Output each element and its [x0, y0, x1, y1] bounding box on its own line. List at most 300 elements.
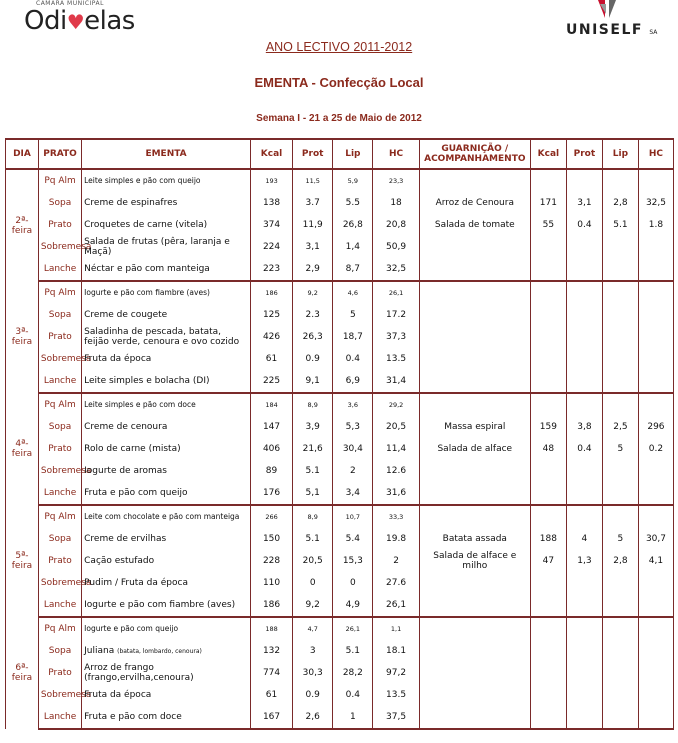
side-nutrient-kcal: 47 [530, 550, 566, 572]
side-dish [419, 460, 530, 482]
side-dish: Salada de alface e milho [419, 550, 530, 572]
dish-name [82, 281, 251, 304]
side-nutrient-prot [566, 594, 602, 617]
side-nutrient-lip: 2,5 [602, 416, 638, 438]
nutrient-kcal: 147 [250, 416, 292, 438]
course-label: Pq Alm [38, 617, 81, 640]
logo-brand-part-a: Odi [24, 6, 67, 36]
nutrient-kcal: 374 [250, 214, 292, 236]
side-dish [419, 617, 530, 640]
nutrient-lip: 3,6 [333, 393, 373, 416]
side-nutrient-kcal [530, 594, 566, 617]
dish-name-text: Néctar e pão com manteiga [84, 264, 210, 274]
side-nutrient-hc [638, 281, 673, 304]
side-nutrient-prot [566, 640, 602, 662]
nutrient-lip: 0 [333, 572, 373, 594]
nutrient-kcal: 132 [250, 640, 292, 662]
col-header: DIA [6, 139, 39, 169]
side-nutrient-hc [638, 640, 673, 662]
day-name: 4ª-feira [6, 393, 39, 505]
dish-name [82, 460, 251, 482]
day-name: 3ª-feira [6, 281, 39, 393]
side-nutrient-lip [602, 370, 638, 393]
logo-brand-text [24, 6, 135, 36]
day-name: 5ª-feira [6, 505, 39, 617]
nutrient-kcal: 223 [250, 258, 292, 281]
col-header: Prot [566, 139, 602, 169]
table-row [6, 617, 674, 640]
course-label: Lanche [38, 482, 81, 505]
dish-name [82, 482, 251, 505]
nutrient-prot: 3,9 [293, 416, 333, 438]
side-nutrient-hc [638, 662, 673, 684]
nutrient-kcal: 150 [250, 528, 292, 550]
side-nutrient-lip [602, 236, 638, 258]
logo-uniself-name: UNISELF [566, 22, 643, 38]
table-row [6, 460, 674, 482]
side-nutrient-kcal [530, 236, 566, 258]
side-nutrient-hc [638, 460, 673, 482]
nutrient-prot: 5.1 [293, 528, 333, 550]
side-nutrient-prot: 0.4 [566, 438, 602, 460]
nutrient-lip: 28,2 [333, 662, 373, 684]
nutrient-hc: 31,4 [373, 370, 419, 393]
menu-body [6, 169, 674, 729]
nutrient-prot: 30,3 [293, 662, 333, 684]
side-nutrient-prot [566, 482, 602, 505]
dish-name [82, 706, 251, 729]
side-nutrient-kcal [530, 640, 566, 662]
side-nutrient-lip: 5 [602, 528, 638, 550]
side-dish [419, 326, 530, 348]
nutrient-lip: 5.4 [333, 528, 373, 550]
side-nutrient-hc [638, 304, 673, 326]
table-row [6, 416, 674, 438]
nutrient-prot: 9,2 [293, 281, 333, 304]
nutrient-prot: 0.9 [293, 348, 333, 370]
side-nutrient-prot [566, 236, 602, 258]
side-nutrient-lip [602, 281, 638, 304]
dish-name-text: Leite simples e pão com queijo [84, 176, 201, 185]
side-nutrient-kcal [530, 326, 566, 348]
side-nutrient-kcal [530, 370, 566, 393]
course-label: Pq Alm [38, 393, 81, 416]
side-nutrient-hc [638, 482, 673, 505]
uniself-logo [560, 0, 670, 40]
dish-name [82, 684, 251, 706]
dish-name-text: Croquetes de carne (vitela) [84, 220, 208, 230]
nutrient-prot: 0 [293, 572, 333, 594]
nutrient-lip: 2 [333, 460, 373, 482]
side-nutrient-prot [566, 684, 602, 706]
side-nutrient-kcal [530, 572, 566, 594]
table-row [6, 393, 674, 416]
side-nutrient-hc [638, 505, 673, 528]
side-dish [419, 393, 530, 416]
nutrient-kcal: 110 [250, 572, 292, 594]
side-nutrient-hc [638, 258, 673, 281]
side-nutrient-kcal [530, 304, 566, 326]
side-nutrient-lip [602, 572, 638, 594]
table-row [6, 572, 674, 594]
side-nutrient-hc [638, 370, 673, 393]
nutrient-lip: 30,4 [333, 438, 373, 460]
dish-name-text: Leite com chocolate e pão com manteiga [84, 512, 240, 521]
col-header: Lip [333, 139, 373, 169]
table-row [6, 214, 674, 236]
course-label: Sobremesa [38, 236, 81, 258]
side-nutrient-hc [638, 706, 673, 729]
dish-name-text: Creme de cougete [84, 310, 168, 320]
dish-name-text: Fruta e pão com queijo [84, 488, 188, 498]
nutrient-lip: 5 [333, 304, 373, 326]
dish-name-text: Creme de espinafres [84, 198, 178, 208]
nutrient-prot: 3.7 [293, 192, 333, 214]
side-nutrient-lip [602, 482, 638, 505]
nutrient-kcal: 61 [250, 348, 292, 370]
table-row [6, 192, 674, 214]
side-dish [419, 348, 530, 370]
side-nutrient-kcal: 48 [530, 438, 566, 460]
dish-name [82, 304, 251, 326]
dish-name [82, 416, 251, 438]
side-nutrient-kcal [530, 706, 566, 729]
side-dish [419, 236, 530, 258]
dish-name [82, 505, 251, 528]
nutrient-hc: 37,3 [373, 326, 419, 348]
nutrient-kcal: 193 [250, 169, 292, 192]
side-nutrient-prot [566, 706, 602, 729]
nutrient-hc: 20,8 [373, 214, 419, 236]
nutrient-hc: 26,1 [373, 281, 419, 304]
nutrient-lip: 26,1 [333, 617, 373, 640]
dish-name-text: Fruta e pão com doce [84, 712, 182, 722]
course-label: Sopa [38, 416, 81, 438]
dish-name [82, 370, 251, 393]
side-nutrient-hc [638, 236, 673, 258]
table-row [6, 528, 674, 550]
nutrient-prot: 4,7 [293, 617, 333, 640]
nutrient-hc: 19.8 [373, 528, 419, 550]
side-nutrient-hc: 4,1 [638, 550, 673, 572]
nutrient-prot: 3 [293, 640, 333, 662]
nutrient-lip: 1 [333, 706, 373, 729]
dish-name [82, 258, 251, 281]
uniself-mark-icon [592, 0, 622, 20]
side-dish [419, 505, 530, 528]
nutrient-hc: 29,2 [373, 393, 419, 416]
nutrient-kcal: 186 [250, 594, 292, 617]
odivelas-logo [22, 0, 152, 40]
table-row [6, 304, 674, 326]
table-row [6, 594, 674, 617]
course-label: Prato [38, 438, 81, 460]
nutrient-kcal: 774 [250, 662, 292, 684]
side-dish [419, 572, 530, 594]
side-nutrient-lip [602, 594, 638, 617]
side-dish [419, 684, 530, 706]
table-row [6, 348, 674, 370]
side-dish [419, 482, 530, 505]
col-header: HC [638, 139, 673, 169]
dish-name-text: Fruta da época [84, 690, 152, 700]
side-nutrient-prot [566, 662, 602, 684]
side-nutrient-lip [602, 617, 638, 640]
nutrient-kcal: 406 [250, 438, 292, 460]
week-title: Semana I - 21 a 25 de Maio de 2012 [256, 113, 422, 124]
nutrient-prot: 2,9 [293, 258, 333, 281]
nutrient-lip: 5,9 [333, 169, 373, 192]
nutrient-hc: 1,1 [373, 617, 419, 640]
side-nutrient-kcal: 188 [530, 528, 566, 550]
nutrient-kcal: 167 [250, 706, 292, 729]
menu-table [5, 138, 674, 730]
nutrient-hc: 18.1 [373, 640, 419, 662]
col-header: Prot [293, 139, 333, 169]
side-nutrient-prot [566, 572, 602, 594]
table-row [6, 550, 674, 572]
nutrient-prot: 5,1 [293, 482, 333, 505]
menu-title: EMENTA - Confecção Local [254, 75, 424, 90]
side-nutrient-lip: 2,8 [602, 192, 638, 214]
side-nutrient-prot [566, 617, 602, 640]
course-label: Sopa [38, 192, 81, 214]
nutrient-prot: 9,2 [293, 594, 333, 617]
nutrient-prot: 8,9 [293, 393, 333, 416]
nutrient-lip: 5.1 [333, 640, 373, 662]
nutrient-lip: 5,3 [333, 416, 373, 438]
nutrient-prot: 2.3 [293, 304, 333, 326]
nutrient-prot: 5.1 [293, 460, 333, 482]
course-label: Lanche [38, 258, 81, 281]
nutrient-prot: 8,9 [293, 505, 333, 528]
side-nutrient-lip [602, 662, 638, 684]
side-nutrient-prot: 4 [566, 528, 602, 550]
side-nutrient-lip [602, 348, 638, 370]
nutrient-lip: 0.4 [333, 348, 373, 370]
side-nutrient-kcal [530, 617, 566, 640]
dish-name [82, 192, 251, 214]
nutrient-hc: 27.6 [373, 572, 419, 594]
course-label: Sobremesa [38, 348, 81, 370]
nutrient-lip: 0.4 [333, 684, 373, 706]
side-nutrient-hc [638, 572, 673, 594]
nutrient-lip: 10,7 [333, 505, 373, 528]
side-nutrient-hc: 30,7 [638, 528, 673, 550]
nutrient-hc: 2 [373, 550, 419, 572]
nutrient-kcal: 125 [250, 304, 292, 326]
side-nutrient-hc: 0.2 [638, 438, 673, 460]
dish-name-text: Creme de cenoura [84, 422, 168, 432]
nutrient-lip: 3,4 [333, 482, 373, 505]
col-header: Lip [602, 139, 638, 169]
nutrient-lip: 18,7 [333, 326, 373, 348]
dish-name [82, 640, 251, 662]
dish-name-text: Iogurte de aromas [84, 466, 167, 476]
side-nutrient-prot [566, 370, 602, 393]
nutrient-kcal: 228 [250, 550, 292, 572]
side-nutrient-kcal [530, 505, 566, 528]
dish-name [82, 236, 251, 258]
course-label: Sobremesa [38, 684, 81, 706]
nutrient-kcal: 176 [250, 482, 292, 505]
nutrient-hc: 32,5 [373, 258, 419, 281]
side-dish [419, 169, 530, 192]
nutrient-kcal: 188 [250, 617, 292, 640]
nutrient-lip: 4,6 [333, 281, 373, 304]
nutrient-hc: 37,5 [373, 706, 419, 729]
col-header: EMENTA [82, 139, 251, 169]
nutrient-prot: 9,1 [293, 370, 333, 393]
nutrient-kcal: 89 [250, 460, 292, 482]
side-nutrient-hc: 1.8 [638, 214, 673, 236]
nutrient-hc: 97,2 [373, 662, 419, 684]
side-nutrient-prot [566, 281, 602, 304]
side-dish: Salada de tomate [419, 214, 530, 236]
course-label: Pq Alm [38, 169, 81, 192]
side-nutrient-prot: 3,1 [566, 192, 602, 214]
side-dish [419, 594, 530, 617]
side-nutrient-kcal: 55 [530, 214, 566, 236]
dish-name [82, 169, 251, 192]
side-nutrient-lip [602, 706, 638, 729]
table-header-row [6, 139, 674, 169]
day-name: 2ª-feira [6, 169, 39, 281]
side-nutrient-kcal: 159 [530, 416, 566, 438]
side-nutrient-kcal [530, 684, 566, 706]
side-nutrient-prot [566, 460, 602, 482]
nutrient-lip: 15,3 [333, 550, 373, 572]
nutrient-hc: 20,5 [373, 416, 419, 438]
course-label: Prato [38, 662, 81, 684]
col-header: HC [373, 139, 419, 169]
side-nutrient-lip [602, 460, 638, 482]
nutrient-hc: 23,3 [373, 169, 419, 192]
side-nutrient-hc [638, 169, 673, 192]
side-dish [419, 258, 530, 281]
nutrient-prot: 26,3 [293, 326, 333, 348]
dish-name [82, 348, 251, 370]
side-nutrient-lip [602, 326, 638, 348]
side-nutrient-prot [566, 348, 602, 370]
table-row [6, 169, 674, 192]
dish-name-text: Saladinha de pescada, batata, feijão verde, cenoura e ovo cozido [84, 327, 240, 347]
nutrient-prot: 11,5 [293, 169, 333, 192]
side-nutrient-lip [602, 505, 638, 528]
course-label: Lanche [38, 706, 81, 729]
nutrient-hc: 11,4 [373, 438, 419, 460]
nutrient-lip: 5.5 [333, 192, 373, 214]
nutrient-kcal: 426 [250, 326, 292, 348]
side-nutrient-prot: 0.4 [566, 214, 602, 236]
dish-name-text: Iogurte e pão com queijo [84, 624, 179, 633]
nutrient-hc: 31,6 [373, 482, 419, 505]
col-header: Kcal [250, 139, 292, 169]
table-row [6, 640, 674, 662]
nutrient-hc: 50,9 [373, 236, 419, 258]
dish-name-text: Leite simples e bolacha (DI) [84, 376, 210, 386]
side-nutrient-kcal [530, 348, 566, 370]
nutrient-hc: 18 [373, 192, 419, 214]
col-header: GUARNIÇÃO / ACOMPANHAMENTO [419, 139, 530, 169]
nutrient-lip: 8,7 [333, 258, 373, 281]
side-nutrient-kcal [530, 393, 566, 416]
nutrient-kcal: 138 [250, 192, 292, 214]
side-dish [419, 370, 530, 393]
side-nutrient-hc [638, 326, 673, 348]
dish-name [82, 617, 251, 640]
dish-name [82, 594, 251, 617]
dish-name-text: Creme de ervilhas [84, 534, 167, 544]
course-label: Lanche [38, 370, 81, 393]
nutrient-hc: 12.6 [373, 460, 419, 482]
side-nutrient-hc: 296 [638, 416, 673, 438]
nutrient-prot: 0.9 [293, 684, 333, 706]
side-dish: Batata assada [419, 528, 530, 550]
side-nutrient-prot [566, 258, 602, 281]
side-nutrient-hc [638, 594, 673, 617]
nutrient-prot: 21,6 [293, 438, 333, 460]
nutrient-prot: 20,5 [293, 550, 333, 572]
nutrient-lip: 1,4 [333, 236, 373, 258]
logo-brand-part-b: elas [84, 6, 135, 36]
dish-name-text: Cação estufado [84, 556, 155, 566]
side-nutrient-kcal: 171 [530, 192, 566, 214]
nutrient-kcal: 266 [250, 505, 292, 528]
side-nutrient-kcal [530, 662, 566, 684]
side-nutrient-lip: 5.1 [602, 214, 638, 236]
nutrient-hc: 13.5 [373, 684, 419, 706]
side-nutrient-prot [566, 169, 602, 192]
dish-name-text: Rolo de carne (mista) [84, 444, 181, 454]
dish-name-text: Pudim / Fruta da época [84, 578, 188, 588]
dish-name [82, 326, 251, 348]
school-year-title: ANO LECTIVO 2011-2012 [265, 40, 413, 54]
side-nutrient-kcal [530, 482, 566, 505]
course-label: Sopa [38, 528, 81, 550]
dish-detail: (batata, lombardo, cenoura) [117, 647, 202, 655]
dish-name-text: Iogurte e pão com fiambre (aves) [84, 288, 210, 297]
nutrient-kcal: 184 [250, 393, 292, 416]
table-row [6, 258, 674, 281]
dish-name-text: Salada de frutas (pêra, laranja e Maçã) [84, 237, 230, 257]
side-nutrient-kcal [530, 460, 566, 482]
dish-name-text: Fruta da época [84, 354, 152, 364]
course-label: Lanche [38, 594, 81, 617]
side-nutrient-lip: 2,8 [602, 550, 638, 572]
nutrient-kcal: 186 [250, 281, 292, 304]
side-dish: Salada de alface [419, 438, 530, 460]
side-nutrient-prot [566, 505, 602, 528]
nutrient-hc: 26,1 [373, 594, 419, 617]
day-name: 6ª-feira [6, 617, 39, 729]
dish-name [82, 438, 251, 460]
side-dish [419, 640, 530, 662]
side-nutrient-kcal [530, 169, 566, 192]
side-nutrient-lip [602, 393, 638, 416]
side-nutrient-hc [638, 617, 673, 640]
dish-name [82, 662, 251, 684]
side-dish [419, 281, 530, 304]
table-row [6, 438, 674, 460]
nutrient-lip: 6,9 [333, 370, 373, 393]
table-row [6, 662, 674, 684]
logo-uniself-text [566, 22, 657, 38]
table-row [6, 706, 674, 729]
nutrient-prot: 11,9 [293, 214, 333, 236]
nutrient-prot: 2,6 [293, 706, 333, 729]
course-label: Sopa [38, 640, 81, 662]
